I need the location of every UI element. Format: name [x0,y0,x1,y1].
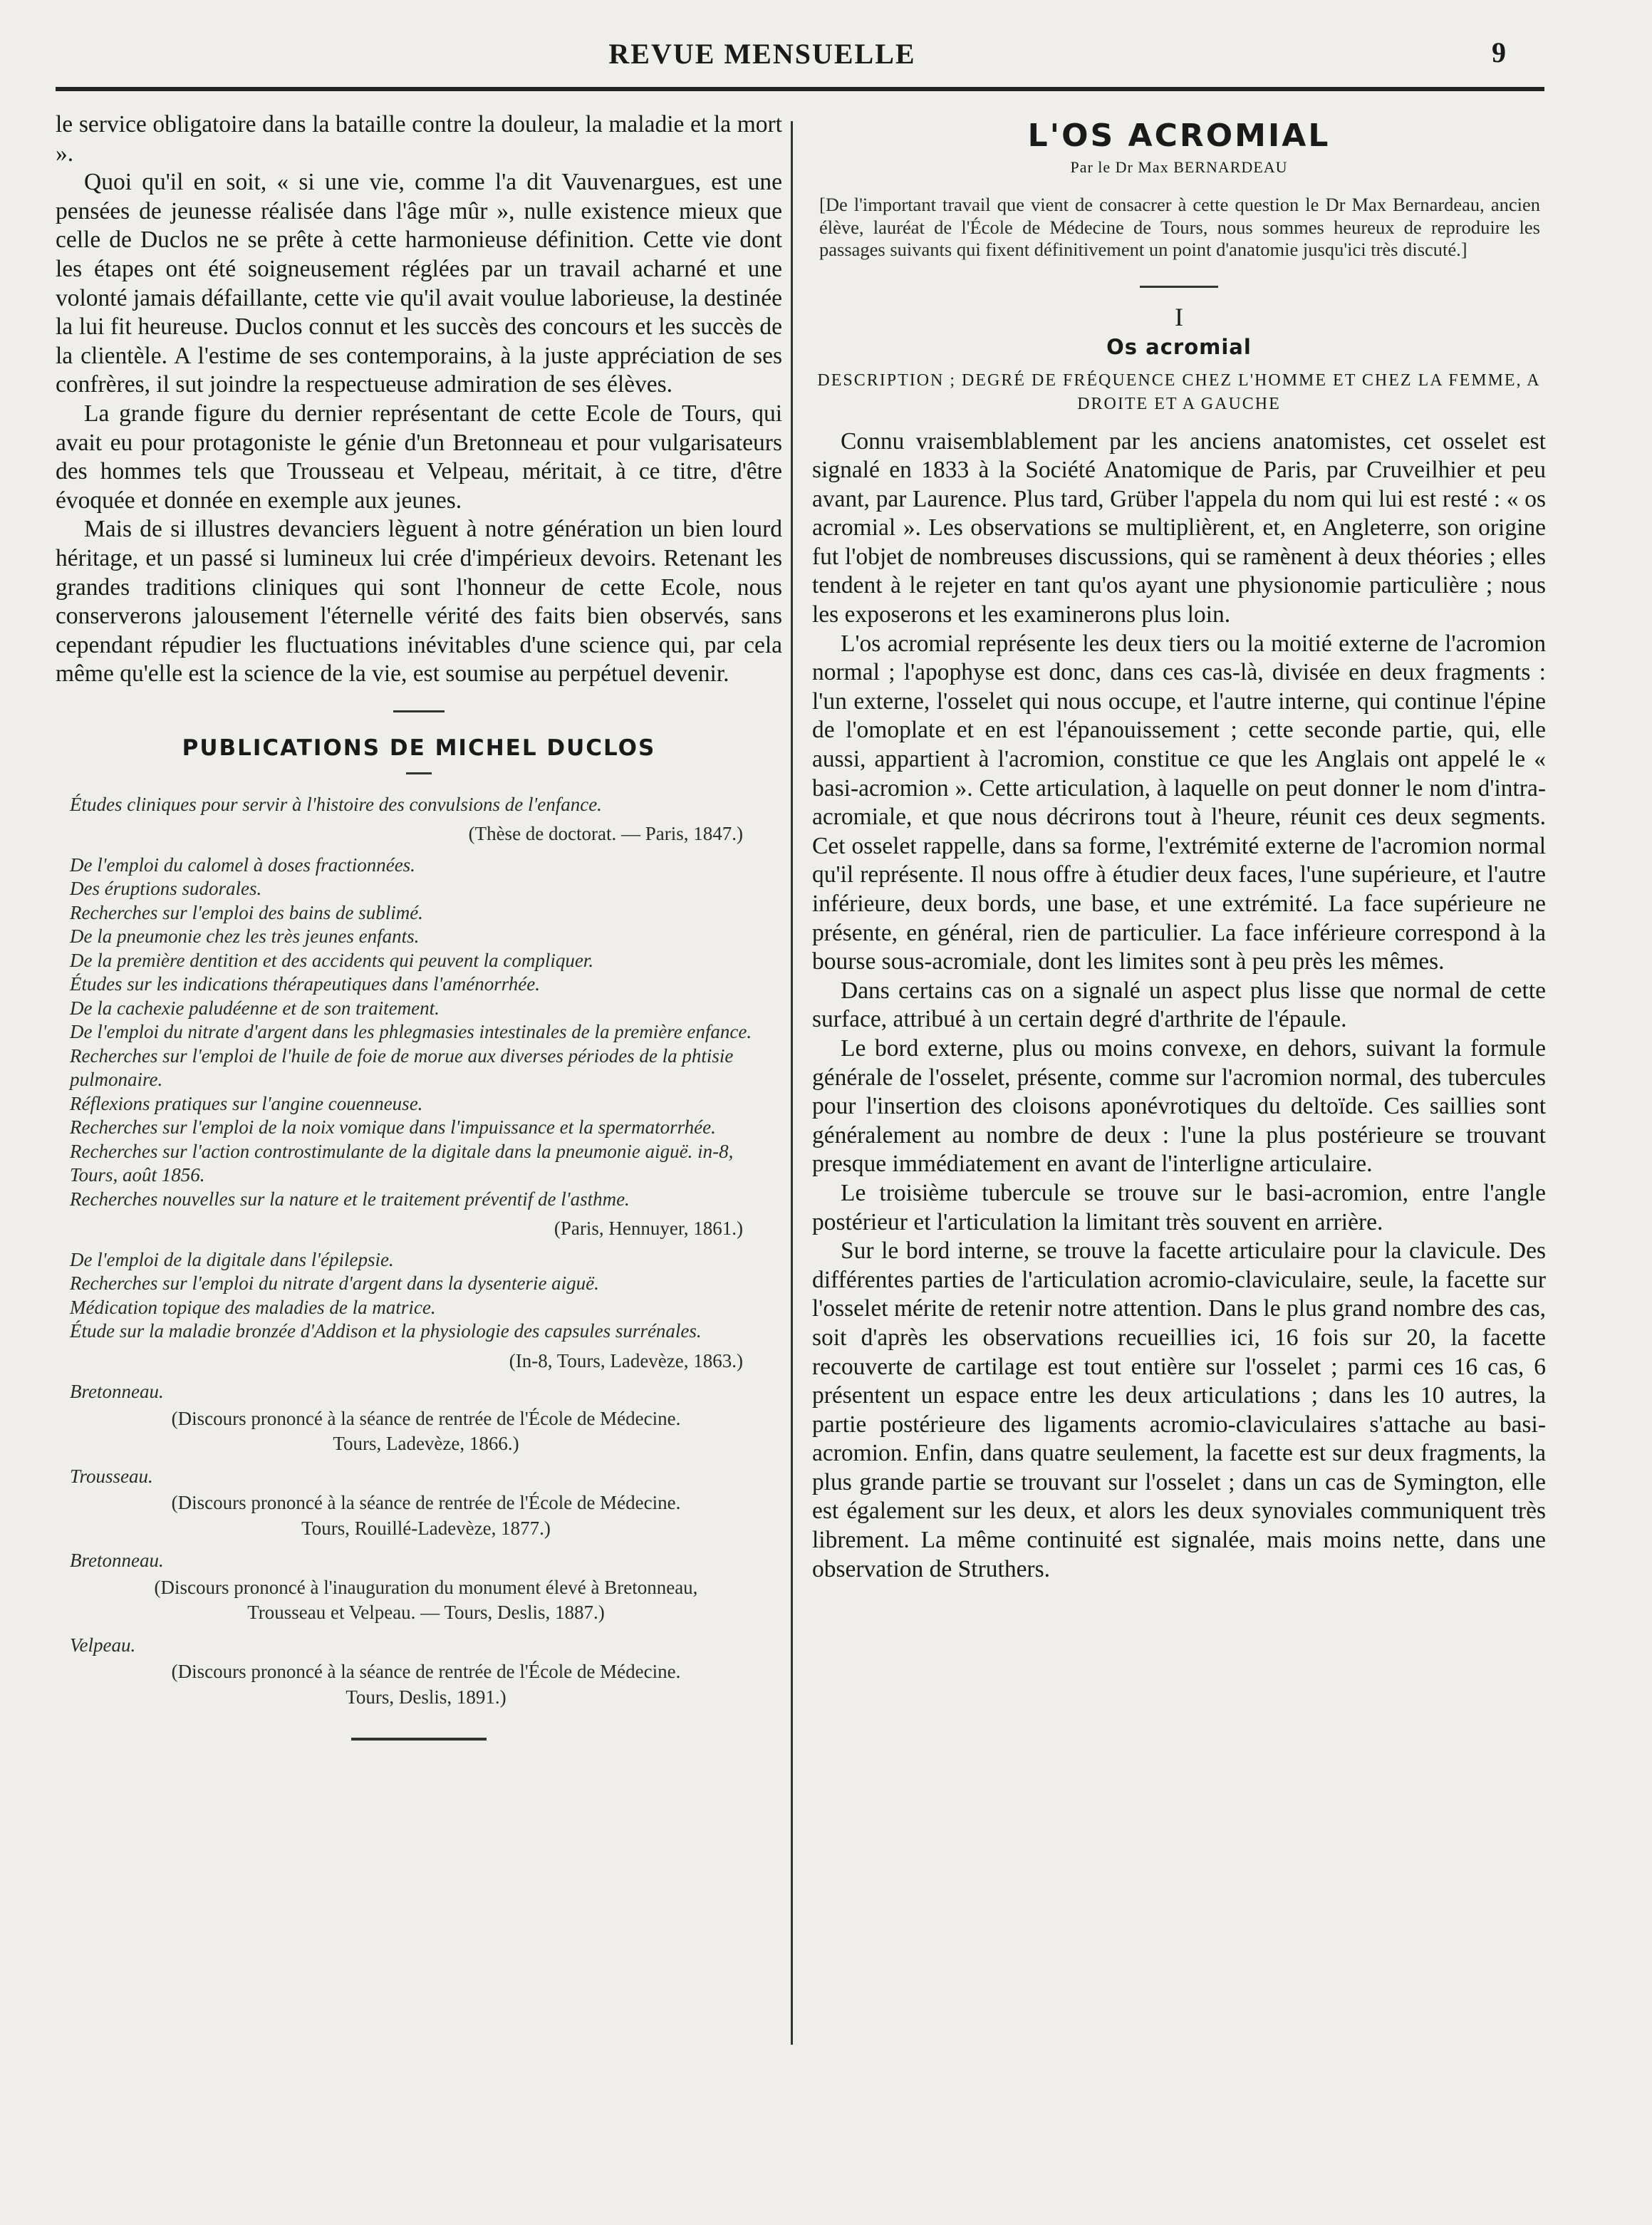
paragraph: Mais de si illustres devanciers lèguent à notre génération un bien lourd héritage, et un passé si lumineux lui crée d'impérieux devoirs. Retenant les grandes traditions cliniques qui sont l'honneur de cette Ecole, nous conserverons jalousement l'éternelle vérité des faits bien observés, sans cependant répudier les fluctuations inévitables d'une science qui, par cela même qu'elle est la science de la vie, est soumise au perpétuel devenir. [56,516,782,688]
section-separator [1140,286,1218,288]
right-column [812,110,1546,1584]
paragraph: Le troisième tubercule se trouve sur le basi-acromion, entre l'angle postérieur et l'articulation la limitant très souvent en arrière. [812,1179,1546,1235]
publication-item: De la pneumonie chez les très jeunes enfants. [70,925,420,948]
section-description: DESCRIPTION ; DEGRÉ DE FRÉQUENCE CHEZ L'HOMME ET CHEZ LA FEMME, A DROITE ET A GAUCHE [817,370,1541,413]
publication-group-1 [56,854,782,1212]
discours-entry [70,1634,782,1710]
discours-name: Velpeau. [70,1634,136,1656]
discours-line: (Discours prononcé à la séance de rentrée de l'École de Médecine. [171,1661,681,1683]
publication-item: Études sur les indications thérapeutiques dans l'aménorrhée. [70,973,540,995]
publication-item: De l'emploi du calomel à doses fractionnées. [70,854,415,876]
end-rule [351,1738,487,1741]
publication-reference: (Thèse de doctorat. — Paris, 1847.) [468,823,743,845]
paragraph: Le bord externe, plus ou moins convexe, en dehors, suivant la formule générale de l'osselet, présente, comme sur l'acromion normal, des tubercules pour l'insertion des cloisons aponévrotiques du deltoïde. Ces saillies sont généralement au nombre de deux : l'une la plus postérieure se trouvant presque immédiatement en avant de l'interligne articulaire. [812,1034,1546,1178]
publications-list [56,793,782,1710]
discours-entry [70,1549,782,1625]
paragraph: le service obligatoire dans la bataille contre la douleur, la maladie et la mort ». [56,111,782,167]
discours-line: Trousseau et Velpeau. — Tours, Deslis, 1887.) [247,1602,605,1624]
publication-item: De l'emploi de la digitale dans l'épilepsie. [70,1248,394,1270]
publication-group-2 [56,1248,782,1344]
paragraph: Dans certains cas on a signalé un aspect plus lisse que normal de cette surface, attribué à un certain degré d'arthrite de l'épaule. [812,977,1546,1033]
publication-item: De la cachexie paludéenne et de son traitement. [70,997,440,1019]
article-byline: Par le Dr Max BERNARDEAU [1070,158,1288,176]
publication-item: Recherches sur l'emploi des bains de sublimé. [70,901,423,923]
publication-item: Des éruptions sudorales. [70,878,262,900]
publication-item: Recherches nouvelles sur la nature et le traitement préventif de l'asthme. [70,1188,630,1210]
discours-line: Tours, Ladevèze, 1866.) [333,1433,519,1455]
publication-item: Médication topique des maladies de la matrice. [70,1296,436,1318]
paragraph: Sur le bord interne, se trouve la facette articulaire pour la clavicule. Des différentes parties de l'articulation acromio-claviculaire, seule, la facette sur l'osselet mérite de retenir notre attention. Dans le plus grand nombre des cas, soit d'après les observations recueillies ici, 16 fois sur 20, la facette recouverte de cartilage est tout entière sur l'osselet ; parmi ces 16 cas, 6 présentent un espace entre les deux articulations ; dans les 10 autres, la partie postérieure des ligaments acromio-claviculaires s'attache au basi-acromion. Enfin, dans quatre seulement, la facette est sur deux fragments, la plus grande partie se trouvant sur l'osselet ; dans un cas de Symington, elle est également sur les deux, et alors les deux synoviales communiquent très librement. La même continuité est signalée, mais moins nette, dans une observation de Struthers. [812,1238,1546,1582]
discours-name: Trousseau. [70,1465,153,1487]
publication-reference: (In-8, Tours, Ladevèze, 1863.) [509,1349,743,1371]
running-title: REVUE MENSUELLE [608,38,916,70]
publication-item: Études cliniques pour servir à l'histoire des convulsions de l'enfance. [70,793,602,815]
discours-entry [70,1465,782,1541]
paragraph: Quoi qu'il en soit, « si une vie, comme l'a dit Vauvenargues, est une pensées de jeunesse réalisée dans l'âge mûr », nulle existence mieux que celle de Duclos ne se prête à cette harmonieuse définition. Cette vie dont les étapes ont été soigneusement réglées par un travail acharné et une volonté jamais défaillante, cette vie qu'il avait voulue laborieuse, la destinée la lui fit heureuse. Duclos connut et les succès des concours et les succès de la clientèle. A l'estime de ses contemporains, à la juste appréciation de ses confrères, il sut joindre la respectueuse admiration de ses élèves. [56,169,782,398]
section-number: I [1175,302,1183,331]
article-title: L'OS ACROMIAL [1027,118,1331,154]
publication-item: Recherches sur l'emploi de l'huile de foie de morue aux diverses périodes de la phtisie pulmonaire. [70,1044,734,1091]
discours-line: (Discours prononcé à la séance de rentrée de l'École de Médecine. [171,1407,681,1429]
column-divider [791,121,793,2045]
discours-name: Bretonneau. [70,1550,164,1572]
title-dash [406,772,432,774]
paragraph: Connu vraisemblablement par les anciens anatomistes, cet osselet est signalé en 1833 à la Société Anatomique de Paris, par Cruveilhier et peu avant, par Laurence. Plus tard, Grüber l'appela du nom qui lui est resté : « os acromial ». Les observations se multiplièrent, et, en Angleterre, son origine fut l'objet de nombreuses discussions, qui se ramènent à deux théories ; elles tendent à le rejeter en tant qu'os ayant une physionomie particulière ; nous les exposerons et les examinerons plus loin. [812,427,1546,628]
publication-item: Recherches sur l'emploi du nitrate d'argent dans la dysenterie aiguë. [70,1272,599,1295]
article-intro: [De l'important travail que vient de consacrer à cette question le Dr Max Bernardeau, ancien élève, lauréat de l'École de Médecine de Tours, nous sommes heureux de reproduire les passages suivants qui fixent définitivement un point d'anatomie jusqu'ici très discuté.] [819,194,1540,260]
publication-item: De l'emploi du nitrate d'argent dans les phlegmasies intestinales de la première enfance. [70,1021,752,1043]
publication-reference: (Paris, Hennuyer, 1861.) [554,1218,743,1240]
paragraph: La grande figure du dernier représentant de cette Ecole de Tours, qui avait eu pour protagoniste le génie d'un Bretonneau et pour vulgarisateurs des hommes tels que Trousseau et Velpeau, méritait, à ce titre, d'être évoquée et donnée en exemple aux jeunes. [56,400,782,514]
discours-line: Tours, Rouillé-Ladevèze, 1877.) [301,1517,551,1539]
discours-name: Bretonneau. [70,1381,164,1403]
publication-item: De la première dentition et des accidents qui peuvent la compliquer. [70,949,594,971]
publication-item: Recherches sur l'action controstimulante de la digitale dans la pneumonie aiguë. in-8, Tours, août 1856. [70,1140,734,1186]
publication-item: Recherches sur l'emploi de la noix vomique dans l'impuissance et la spermatorrhée. [70,1116,716,1139]
header-rule [56,87,1544,91]
page-header [0,0,1652,93]
section-title: Os acromial [1106,334,1252,359]
section-separator [393,710,445,712]
discours-line: Tours, Deslis, 1891.) [346,1686,506,1708]
publication-item: Étude sur la maladie bronzée d'Addison et la physiologie des capsules surrénales. [70,1320,702,1342]
publications-title: PUBLICATIONS DE MICHEL DUCLOS [182,735,656,761]
discours-entry [70,1380,782,1456]
discours-line: (Discours prononcé à la séance de rentrée de l'École de Médecine. [171,1492,681,1514]
page-number: 9 [1492,36,1506,68]
paragraph: L'os acromial représente les deux tiers ou la moitié externe de l'acromion normal ; l'apophyse est donc, dans ces cas-là, divisée en deux fragments : l'un externe, l'osselet qui nous occupe, et l'autre interne, qui continue l'épine de l'omoplate et en est l'épanouissement ; cette seconde partie, qui, elle aussi, appartient à l'acromion, constitue ce que les Anglais ont appelé le « basi-acromion ». Cette articulation, à laquelle on peut donner le nom d'intra-acromiale, et que nous décrirons tout à l'heure, réunit ces deux segments. Cet osselet rappelle, dans sa forme, l'extrémité externe de l'acromion normal qu'il représente. Il nous offre à étudier deux faces, l'une supérieure, et l'autre inférieure, deux bords, une base, et une extrémité. La face supérieure ne présente, en général, rien de particulier. La face inférieure correspond à la bourse sous-acromiale, dont les limites sont à peu près les mêmes. [812,630,1546,975]
publication-item: Réflexions pratiques sur l'angine couenneuse. [70,1092,423,1114]
discours-line: (Discours prononcé à l'inauguration du monument élevé à Bretonneau, [154,1576,698,1598]
left-column [56,110,782,1741]
